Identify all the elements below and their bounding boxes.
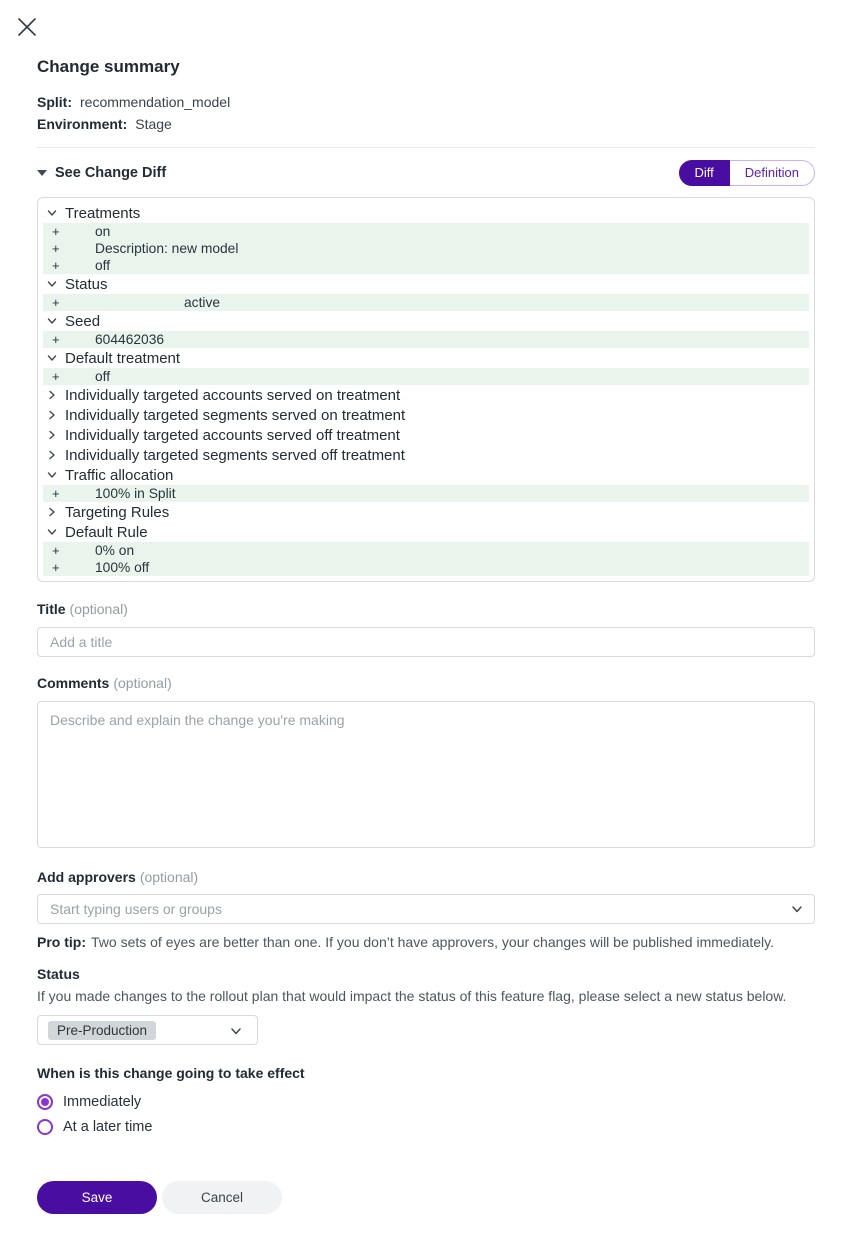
save-button[interactable]: Save	[37, 1181, 157, 1214]
pro-tip	[37, 932, 815, 952]
split-row	[37, 91, 815, 113]
tab-diff[interactable]: Diff	[679, 160, 730, 186]
plus-icon: +	[52, 295, 60, 310]
diff-section-row[interactable]	[43, 385, 809, 405]
diff-added-value: 100% off	[95, 560, 150, 575]
diff-section-label: Status	[65, 275, 108, 293]
diff-added-value: 0% on	[95, 543, 135, 558]
diff-section-row[interactable]	[43, 445, 809, 465]
chevron-down-icon	[46, 207, 58, 219]
approvers-field-label	[37, 869, 815, 885]
chevron-down-icon	[46, 352, 58, 364]
radio-label: Immediately	[63, 1093, 142, 1110]
radio-selected-icon[interactable]	[37, 1094, 53, 1110]
diff-section-row[interactable]	[43, 274, 809, 294]
diff-added-row	[43, 542, 809, 559]
divider	[37, 147, 815, 148]
chevron-down-icon	[46, 469, 58, 481]
plus-icon: +	[52, 224, 60, 239]
tab-definition[interactable]: Definition	[730, 160, 815, 186]
plus-icon: +	[52, 332, 60, 347]
diff-added-row	[43, 257, 809, 274]
close-icon[interactable]	[14, 14, 40, 40]
diff-added-row	[43, 294, 809, 311]
close-x-glyph	[16, 16, 38, 38]
chevron-right-icon	[46, 449, 58, 461]
radio-label: At a later time	[63, 1118, 153, 1135]
change-summary-panel	[37, 0, 815, 1214]
diff-section-label: Individually targeted segments served off treatment	[65, 446, 405, 464]
environment-label: Environment:	[37, 116, 128, 132]
approvers-combobox	[37, 894, 815, 924]
flag-meta	[37, 91, 815, 135]
split-value: recommendation_model	[80, 94, 231, 110]
radio-unselected-icon[interactable]	[37, 1119, 53, 1135]
approvers-optional-text: (optional)	[139, 869, 199, 885]
split-label: Split:	[37, 94, 72, 110]
environment-value: Stage	[135, 116, 172, 132]
chevron-down-icon	[46, 526, 58, 538]
plus-icon: +	[52, 369, 60, 384]
diff-added-value: off	[95, 369, 111, 384]
chevron-right-icon	[46, 389, 58, 401]
diff-section-row[interactable]	[43, 405, 809, 425]
chevron-right-icon	[46, 506, 58, 518]
plus-icon: +	[52, 241, 60, 256]
comments-textarea[interactable]	[37, 701, 815, 848]
diff-added-value: Description: new model	[95, 241, 239, 256]
comments-label-text: Comments	[37, 675, 110, 691]
pro-tip-label: Pro tip:	[37, 934, 86, 950]
diff-section-label: Targeting Rules	[65, 503, 170, 521]
diff-section-label: Traffic allocation	[65, 466, 174, 484]
page-title: Change summary	[37, 57, 180, 76]
plus-icon: +	[52, 560, 60, 575]
radio-option-immediately[interactable]	[37, 1089, 815, 1114]
title-label-text: Title	[37, 601, 66, 617]
diff-added-value: active	[184, 295, 221, 310]
diff-added-row	[43, 240, 809, 257]
status-badge: Pre-Production	[48, 1021, 156, 1040]
radio-option-at-a-later-time[interactable]	[37, 1114, 815, 1139]
diff-section-row[interactable]	[43, 311, 809, 331]
comments-optional-text: (optional)	[113, 675, 172, 691]
diff-section-label: Individually targeted accounts served on treatment	[65, 386, 401, 404]
diff-section-row[interactable]	[43, 522, 809, 542]
diff-added-value: 100% in Split	[95, 486, 176, 501]
see-change-diff-toggle[interactable]	[37, 165, 166, 181]
diff-section-row[interactable]	[43, 502, 809, 522]
diff-section-row[interactable]	[43, 425, 809, 445]
chevron-right-icon	[46, 409, 58, 421]
status-select[interactable]	[37, 1015, 258, 1045]
diff-added-row	[43, 223, 809, 240]
plus-icon: +	[52, 258, 60, 273]
diff-section-label: Treatments	[65, 204, 141, 222]
diff-section-row[interactable]	[43, 348, 809, 368]
triangle-down-icon	[37, 170, 47, 176]
diff-definition-segmented-control	[679, 160, 815, 186]
diff-section-label: Seed	[65, 312, 101, 330]
diff-added-value: 604462036	[95, 332, 165, 347]
effect-section-label: When is this change going to take effect	[37, 1065, 305, 1081]
approvers-input[interactable]	[37, 894, 815, 924]
chevron-down-icon	[46, 315, 58, 327]
diff-added-value: off	[95, 258, 111, 273]
diff-header	[37, 160, 815, 186]
chevron-down-icon	[229, 1024, 243, 1043]
status-help-text: If you made changes to the rollout plan that would impact the status of this feature flag, please select a new status below.	[37, 988, 787, 1004]
diff-added-value: on	[95, 224, 111, 239]
diff-section-label: Individually targeted segments served on treatment	[65, 406, 406, 424]
diff-added-row	[43, 485, 809, 502]
approvers-label-text: Add approvers	[37, 869, 136, 885]
chevron-down-icon	[46, 278, 58, 290]
diff-section-row[interactable]	[43, 465, 809, 485]
environment-row	[37, 113, 815, 135]
pro-tip-text: Two sets of eyes are better than one. If you don’t have approvers, your changes will be published immediately.	[91, 934, 775, 950]
status-section-label: Status	[37, 966, 80, 982]
change-diff-panel	[37, 197, 815, 582]
diff-section-label: Individually targeted accounts served off treatment	[65, 426, 400, 444]
cancel-button[interactable]: Cancel	[162, 1181, 282, 1214]
title-optional-text: (optional)	[69, 601, 128, 617]
plus-icon: +	[52, 486, 60, 501]
diff-section-label: Default Rule	[65, 523, 148, 541]
title-field-label	[37, 601, 815, 617]
footer-buttons	[37, 1181, 815, 1214]
chevron-right-icon	[46, 429, 58, 441]
diff-section-label: Default treatment	[65, 349, 181, 367]
effect-radio-group	[37, 1089, 815, 1139]
diff-section-row[interactable]	[43, 203, 809, 223]
diff-added-row	[43, 368, 809, 385]
see-change-diff-label: See Change Diff	[55, 165, 167, 181]
title-input[interactable]	[37, 627, 815, 657]
diff-added-row	[43, 559, 809, 576]
diff-added-row	[43, 331, 809, 348]
chevron-down-icon[interactable]	[790, 902, 804, 921]
comments-field-label	[37, 675, 815, 691]
plus-icon: +	[52, 543, 60, 558]
